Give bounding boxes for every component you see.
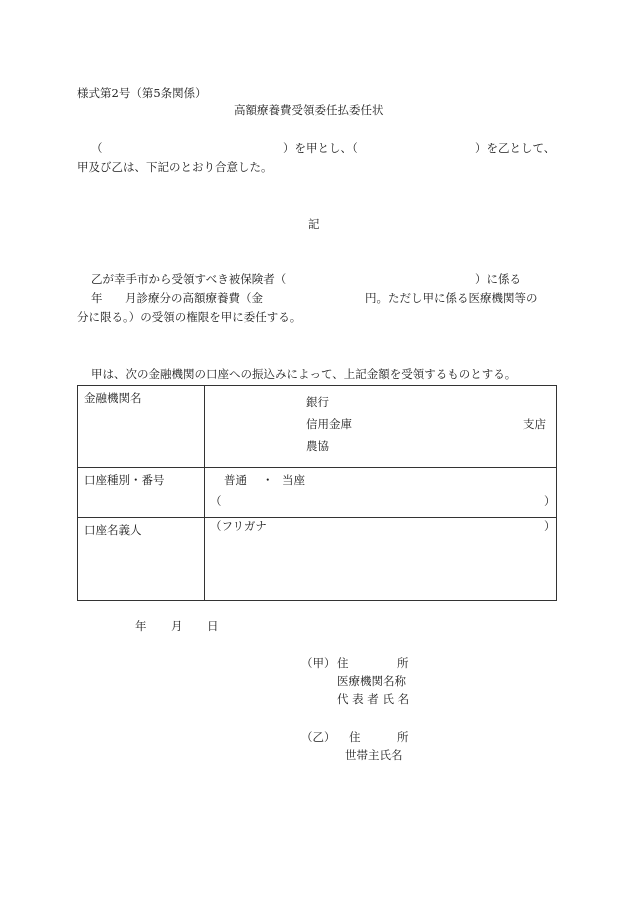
branch-label: 支店 [523, 417, 546, 431]
furigana-label: （フリガナ [210, 519, 267, 533]
form-number: 様式第2号（第5条関係） [77, 86, 207, 100]
party-otsu-address-2: 所 [397, 730, 409, 744]
party-ko-institution: 医療機関名称 [337, 674, 406, 688]
party-ko-marker: （甲） [301, 656, 336, 670]
party-ko-representative: 代 表 者 氏 名 [337, 692, 410, 706]
institution-label: 金融機関名 [78, 386, 205, 468]
party-otsu-householder: 世帯主氏名 [345, 748, 403, 762]
intro-open-paren: （ [91, 141, 103, 155]
page-title: 高額療養費受領委任払委任状 [234, 103, 384, 117]
ki-heading: 記 [308, 217, 320, 231]
body-line3: 分に限る。）の受領の権限を甲に委任する。 [77, 310, 302, 324]
furigana-paren-close: ） [544, 519, 556, 533]
bank-account-table [77, 385, 557, 601]
account-number-paren-close: ） [544, 494, 556, 508]
futsu-option[interactable]: 普通 [224, 473, 247, 487]
agri-coop-option: 農協 [306, 439, 329, 453]
account-row [78, 468, 557, 518]
touza-option[interactable]: 当座 [282, 473, 305, 487]
party-ko-address-2: 所 [397, 656, 409, 670]
date-day: 日 [207, 619, 219, 633]
party-otsu-marker: （乙） [301, 730, 336, 744]
credit-union-option: 信用金庫 [306, 417, 352, 431]
party-ko-address-1: 住 [337, 656, 349, 670]
institution-row [78, 386, 557, 468]
bank-option: 銀行 [306, 395, 329, 409]
institution-cell[interactable] [205, 386, 557, 468]
account-type-label: 口座種別・番号 [78, 468, 205, 518]
transfer-sentence: 甲は、次の金融機関の口座への振込みによって、上記金額を受領するものとする。 [91, 367, 517, 381]
body-year: 年 [91, 291, 103, 305]
intro-ko-text: ）を甲とし、（ [283, 141, 358, 155]
holder-cell[interactable] [205, 518, 557, 601]
account-cell[interactable] [205, 468, 557, 518]
party-otsu-address-1: 住 [349, 730, 361, 744]
date-year: 年 [135, 619, 147, 633]
account-number-paren-open: （ [210, 494, 222, 508]
date-month: 月 [171, 619, 183, 633]
holder-row [78, 518, 557, 601]
intro-line2: 甲及び乙は、下記のとおり合意した。 [77, 160, 273, 174]
body-yen: 円。ただし甲に係る医療機関等の [365, 291, 538, 305]
account-holder-label: 口座名義人 [78, 518, 205, 601]
intro-otsu-text: ）を乙として、 [475, 141, 556, 155]
separator-dot: ・ [262, 473, 274, 487]
body-line1-end: ）に係る [475, 272, 521, 286]
body-line1-start: 乙が幸手市から受領すべき被保険者（ [91, 272, 287, 286]
body-month: 月診療分の高額療養費（金 [125, 291, 263, 305]
